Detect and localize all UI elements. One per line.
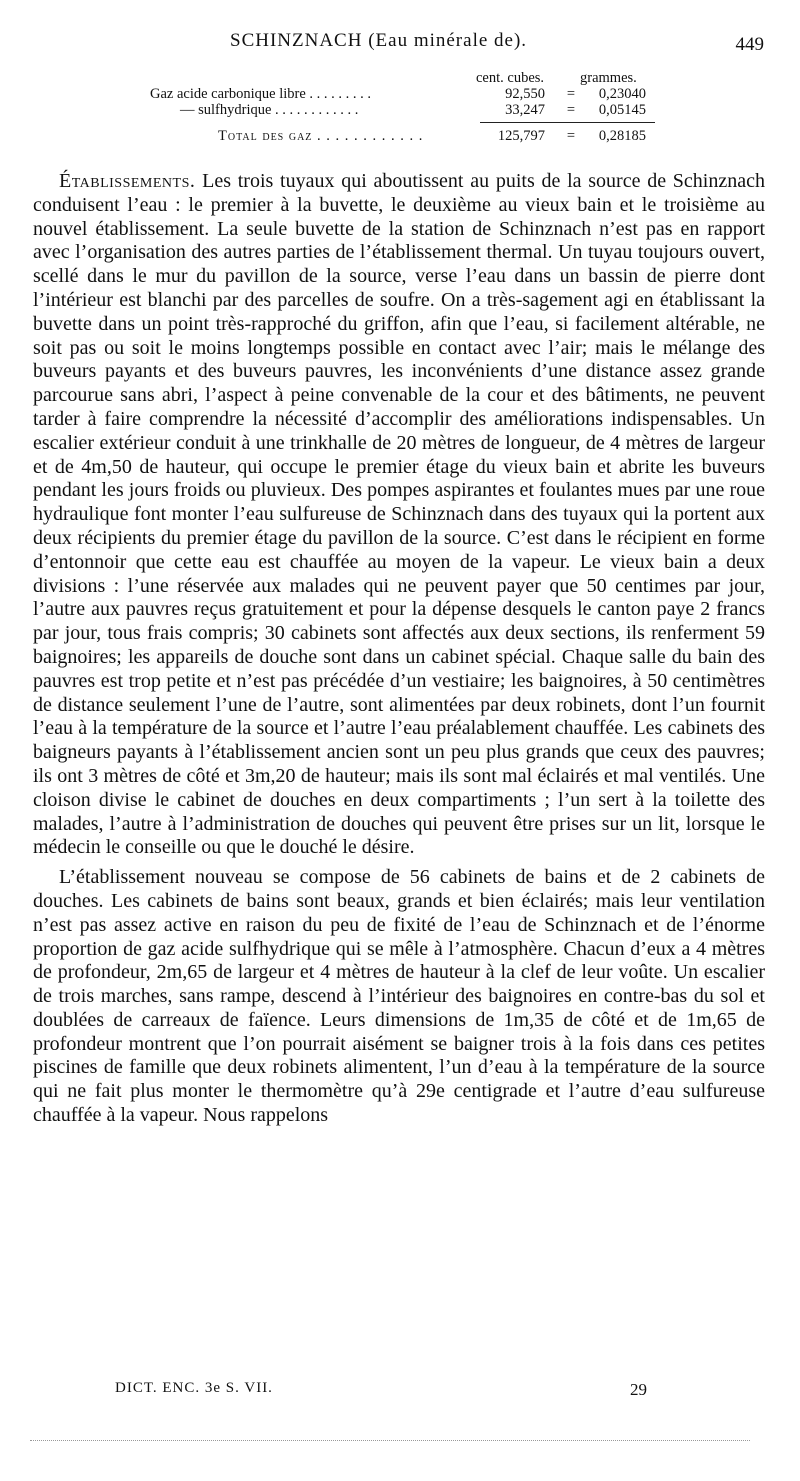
total-label: Total des gaz . . . . . . . . . . . . [218,128,424,144]
table-row [150,86,660,102]
gas-mass: 0,23040 [598,86,646,102]
gas-label: — sulfhydrique . . . . . . . . . . . . [180,102,359,118]
running-title: SCHINZNACH (Eau minérale de). [230,30,528,51]
equals-sign: = [566,128,575,144]
total-volume: 125,797 [497,128,545,144]
equals-sign: = [566,102,575,118]
unit-volume: cent. cubes. [476,70,545,86]
bottom-bleed-line [30,1440,750,1441]
page-number: 449 [735,34,764,55]
unit-mass: grammes. [580,70,637,86]
total-rule [480,122,655,123]
table-row [150,102,660,118]
gas-volume: 92,550 [505,86,545,102]
units-row [150,70,660,86]
gas-mass: 0,05145 [598,102,646,118]
equals-sign: = [566,86,575,102]
paragraph-etablissements [33,170,765,860]
gas-volume: 33,247 [505,102,545,118]
footer-signature: DICT. ENC. 3e S. VII. [115,1380,273,1396]
page-footer [0,1380,800,1404]
gas-composition-table [150,70,660,144]
paragraph-text: Les trois tuyaux qui aboutissent au puits de la source de Schinznach conduisent l’eau : le premier à la buvette, le deuxième au vieux bain et le troisième au nouvel établissement. La seule buvette de la station de Schinznach n’est pas en rapport avec l’organisation des autres parties de l’établissement thermal. Un tuyau toujours ouvert, scellé dans le mur du pavillon de la source, verse l’eau dans un bassin de pierre dont l’intérieur est blanchi par des parcelles de soufre. On a très-sagement agi en établissant la buvette dans un point très-rapproché du griffon, afin que l’eau, si facilement altérable, ne soit pas ou soit le moins longtemps possible en contact avec l’air; mais le mélange des buveurs payants et des buveurs pauvres, les inconvénients d’une distance assez grande parcourue sans abri, l’aspect à peine convenable de la cour et des bâtiments, ne peuvent tarder à faire comprendre la nécessité d’accomplir des améliorations indispensables. Un escalier extérieur conduit à une trinkhalle de 20 mètres de longueur, de 4 mètres de largeur et de 4m,50 de hauteur, qui occupe le premier étage du vieux bain et abrite les buveurs pendant les jours froids ou pluvieux. Des pompes aspirantes et foulantes mues par une roue hydraulique font monter l’eau sulfureuse de Schinznach dans des tuyaux qui la portent aux deux récipients du premier étage du pavillon de la source. C’est dans le récipient en forme d’entonnoir que cette eau est chauffée au moyen de la vapeur. Le vieux bain a deux divisions : l’une réservée aux malades qui ne peuvent payer que 50 centimes par jour, l’autre aux pauvres reçus gratuitement et pour la dépense desquels le canton paye 2 francs par jour, tous frais compris; 30 cabinets sont affectés aux deux sections, ils renferment 59 baignoires; les appareils de douche sont dans un cabinet spécial. Chaque salle du bain des pauvres est trop petite et n’est pas précédée d’un vestiaire; les baignoires, à 50 centimètres de distance seulement l’une de l’autre, sont alimentées par deux robinets, dont l’un fournit l’eau à la température de la source et l’autre l’eau préalablement chauffée. Les cabinets des baigneurs payants à l’établissement ancien sont un peu plus grands que ceux des pauvres; ils ont 3 mètres de côté et 3m,20 de hauteur; mais ils sont mal éclairés et mal ventilés. Une cloison divise le cabinet de douches en deux compartiments ; l’un sert à la toilette des malades, l’autre à l’administration de douches qui peuvent être prises sur un lit, lorsque le médecin le conseille ou que le douché le désire. [33,170,765,859]
sheet-number: 29 [630,1380,647,1399]
total-mass: 0,28185 [598,128,646,144]
section-lead: Établissements. [59,170,196,192]
paragraph-nouvel-etablissement: L’établissement nouveau se compose de 56 cabinets de bains et de 2 cabinets de douches. Les cabinets de bains sont beaux, grands et bien éclairés; mais leur ventilation n’est pas assez active en raison du peu de fixité de l’eau de Schinznach et de l’énorme proportion de gaz acide sulfhydrique qui se mêle à l’atmosphère. Chacun d’eux a 4 mètres de profondeur, 2m,65 de largeur et 4 mètres de hauteur à la clef de leur voûte. Un escalier de trois marches, sans rampe, descend à l’intérieur des baignoires en contre-bas du sol et doublées de carreaux de faïence. Leurs dimensions de 1m,35 de côté et de 1m,65 de profondeur montrent que l’on pourrait aisément se baigner trois à la fois dans ces petites piscines de famille que deux robinets alimentent, l’un d’eau à la température de la source qui ne fait plus monter le thermomètre qu’à 29e centigrade et l’autre d’eau sulfureuse chauffée à la vapeur. Nous rappelons [33,866,765,1127]
gas-label: Gaz acide carbonique libre . . . . . . . . . [150,86,372,102]
running-head [0,30,800,60]
total-row [150,128,660,144]
body-text [33,170,765,1128]
